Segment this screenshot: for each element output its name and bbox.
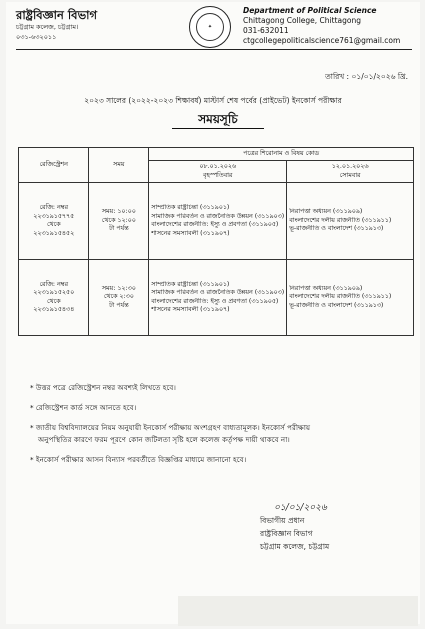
- exam-date-1: ০৮.০১.২০২৬: [199, 163, 237, 170]
- list-item: * রেজিস্ট্রেশন কার্ড সঙ্গে আনতে হবে।: [30, 403, 137, 412]
- header-time: সময়: [89, 148, 149, 183]
- signature-block: [260, 514, 329, 553]
- exam-weekday-1: বৃহস্পতিবার: [203, 171, 233, 179]
- exam-day-1: [149, 161, 287, 183]
- exam-date-2: ১২.০১.২০২৬: [331, 163, 369, 170]
- header-papers: পত্রের শিরোনাম ও বিষয় কোড: [149, 148, 414, 161]
- header-english: [243, 6, 423, 46]
- schedule-title: সময়সূচি: [172, 110, 264, 129]
- exam-weekday-2: সোমবার: [339, 171, 361, 179]
- day1-subjects: সাম্প্রতিক রাষ্ট্রচিন্তা (৩১১৯০১) সামাজিক পরিবর্তন ও রাজনৈতিক উন্নয়ন (৩১১৯০৩) বাংলাদেশের রাজনীতি: ইস্যু ও প্রবণতা (৩১১৯০৫) শাসনের সমস্যাবলী (৩১১৯০৭): [149, 183, 287, 260]
- header-divider: [16, 49, 412, 50]
- notice-page: [6, 2, 420, 624]
- dept-name-bn: রাষ্ট্রবিজ্ঞান বিভাগ: [16, 8, 98, 22]
- exam-title: ২০২৩ সালের (২০২২-২০২৩ শিক্ষাবর্ষ) মাস্টার্স শেষ পর্বের (প্রাইভেট) ইনকোর্স পরীক্ষার: [84, 96, 342, 105]
- email: ctgcollegepoliticalscience761@gmail.com: [243, 36, 401, 45]
- exam-day-2: [287, 161, 414, 183]
- table-row: [19, 260, 414, 336]
- header-bangla: [16, 8, 166, 42]
- paper-margin: [178, 596, 418, 626]
- notice-date: তারিখ : ০১/০১/২০২৬ খ্রি.: [325, 72, 408, 81]
- instructions: [30, 382, 410, 474]
- header-registration: রেজিস্ট্রেশন: [19, 148, 89, 183]
- list-item: * উত্তর পত্রে রেজিস্ট্রেশন নম্বর অবশ্যই লিখতে হবে।: [30, 383, 176, 392]
- signatory-dept: রাষ্ট্রবিজ্ঞান বিভাগ: [260, 529, 313, 538]
- exam-time: সময়: ১২:৩০ থেকে ২:৩০ টা পর্যন্ত: [89, 260, 149, 336]
- exam-time: সময়: ১০:০০ থেকে ১২:০০ টা পর্যন্ত: [89, 183, 149, 260]
- day2-subjects: নিরাপত্তা অধ্যয়ন (৩১১৯০৯) বাংলাদেশের দলীয় রাজনীতি (৩১১৯১১) ভূ-রাজনীতি ও বাংলাদেশ (৩১১৯১৩): [287, 260, 414, 336]
- signatory-title: বিভাগীয় প্রধান: [260, 516, 305, 525]
- phone-bn: ০৩১-৬৩২০১১: [16, 33, 57, 41]
- signatory-college: চট্টগ্রাম কলেজ, চট্টগ্রাম: [260, 542, 330, 551]
- table-row: [19, 183, 414, 260]
- schedule-table: [18, 147, 414, 336]
- phone-en: 031-632011: [243, 26, 289, 35]
- college-logo-icon: ✦: [189, 6, 231, 48]
- day1-subjects: সাম্প্রতিক রাষ্ট্রচিন্তা (৩১১৯০১) সামাজিক পরিবর্তন ও রাজনৈতিক উন্নয়ন (৩১১৯০৩) বাংলাদেশের রাজনীতি: ইস্যু ও প্রবণতা (৩১১৯০৫) শাসনের সমস্যাবলী (৩১১৯০৭): [149, 260, 287, 336]
- day2-subjects: নিরাপত্তা অধ্যয়ন (৩১১৯০৯) বাংলাদেশের দলীয় রাজনীতি (৩১১৯১১) ভূ-রাজনীতি ও বাংলাদেশ (৩১১৯১৩): [287, 183, 414, 260]
- registration-range: রেজি: নম্বর ২২৩১৯১৫২৫০ থেকে ২২৩১৯১৫৪৩৪: [19, 260, 89, 336]
- college-name-bn: চট্টগ্রাম কলেজ, চট্টগ্রাম।: [16, 23, 79, 31]
- registration-range: রেজি: নম্বর ২২৩১৯১৫৭৭৫ থেকে ২২৩১৯১৫৪৫২: [19, 183, 89, 260]
- list-item: * ইনকোর্স পরীক্ষার আসন বিন্যাস পরবর্তীতে বিজ্ঞপ্তির মাধ্যমে জানানো হবে।: [30, 455, 247, 464]
- list-item: * জাতীয় বিশ্ববিদ্যালয়ের নিয়ম অনুযায়ী ইনকোর্স পরীক্ষায় অংশগ্রহণ বাধ্যতামূলক। ইনকোর্স পরীক্ষায় অনুপস্থিতির কারণে ফরম পূরণে কোন জটিলতা সৃষ্টি হলে কলেজ কর্তৃপক্ষ দায়ী থাকবে না।: [30, 423, 311, 444]
- college-name-en: Chittagong College, Chittagong: [243, 16, 361, 25]
- signature-scrawl: ০১/০১/২০২৬: [274, 503, 327, 513]
- dept-name-en: Department of Political Science: [243, 6, 377, 15]
